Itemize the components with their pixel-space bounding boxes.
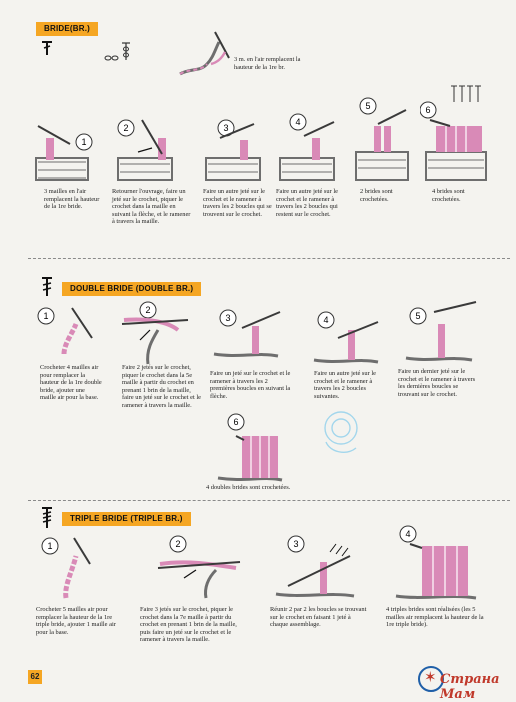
bride-step-5-illustration: [352, 96, 418, 184]
double-bride-step-5-caption: Faire un dernier jeté sur le crochet et le ramener à travers les dernières boucles se trouvant sur le crochet.: [398, 368, 476, 398]
double-bride-step-3-number: 3: [225, 313, 231, 323]
bride-step-1-number: 1: [81, 137, 87, 147]
triple-bride-step-4-illustration: [392, 522, 480, 602]
section-title-triple-bride: TRIPLE BRIDE (TRIPLE BR.): [62, 512, 191, 526]
bride-step-6-number: 6: [425, 105, 431, 115]
double-bride-step-2-illustration: [118, 300, 194, 368]
bride-step-4-illustration: [274, 112, 342, 184]
double-bride-step-1-illustration: [36, 304, 104, 360]
triple-bride-step-4-caption: 4 triples brides sont réalisées (les 5 mailles air remplacent la hauteur de la 1re triple bride).: [386, 606, 484, 629]
watermark-text: Страна Мам: [440, 672, 500, 702]
double-bride-step-6-number: 6: [233, 417, 239, 427]
section-title-bride: BRIDE(BR.): [36, 22, 98, 36]
triple-bride-step-3-caption: Réunir 2 par 2 les boucles se trouvant sur le crochet en faisant 1 jeté à chaque assemblage.: [270, 606, 367, 629]
triple-bride-step-1-caption: Crocheter 5 mailles air pour remplacer la hauteur de la 1re triple bride, ajouter 1 maille air pour la base.: [36, 606, 116, 636]
triple-bride-step-3-number: 3: [293, 539, 299, 549]
bride-step-4-number: 4: [295, 117, 301, 127]
bride-intro-caption: 3 m. en l'air remplacent la hauteur de la 1re br.: [234, 56, 301, 71]
star-icon: ✶: [424, 670, 437, 686]
section-divider: [28, 258, 510, 259]
bride-step-3-number: 3: [223, 123, 229, 133]
triple-bride-symbol-icon: [40, 506, 54, 530]
double-bride-step-3-caption: Faire un jeté sur le crochet et le ramener à travers les 2 premières boucles en suivant la flèche.: [210, 370, 291, 400]
bride-step-5-number: 5: [365, 101, 371, 111]
triple-bride-step-2-illustration: [156, 534, 246, 602]
chain-symbol-icon: [102, 40, 136, 64]
section-title-double-bride: DOUBLE BRIDE (DOUBLE BR.): [62, 282, 201, 296]
bride-step-6-illustration: [420, 80, 492, 184]
bride-step-2-caption: Retourner l'ouvrage, faire un jeté sur le crochet, piquer le crochet dans la maille en suivant la flèche, et le ramener à travers la maille.: [112, 188, 191, 226]
bride-step-3-caption: Faire un autre jeté sur le crochet et le ramener à travers les 2 boucles qui se trouvent sur le crochet.: [203, 188, 272, 218]
bride-intro-illustration: [175, 28, 245, 80]
double-bride-step-4-number: 4: [323, 315, 329, 325]
triple-bride-step-4-number: 4: [405, 529, 411, 539]
double-bride-step-1-number: 1: [43, 311, 49, 321]
bride-symbol-icon: [40, 40, 54, 56]
double-bride-step-2-number: 2: [145, 305, 151, 315]
page-number: 62: [28, 670, 42, 684]
double-bride-step-5-illustration: [400, 300, 480, 366]
double-bride-step-4-caption: Faire un autre jeté sur le crochet et le ramener à travers les 2 boucles suivantes.: [314, 370, 376, 400]
double-bride-step-1-caption: Crocheter 4 mailles air pour remplacer la hauteur de la 1re double bride, ajouter une maille air pour la base.: [40, 364, 102, 402]
bride-step-1-illustration: [32, 118, 100, 184]
double-bride-step-4-illustration: [308, 308, 386, 368]
bride-step-2-illustration: [112, 118, 180, 184]
bride-step-3-illustration: [200, 118, 268, 184]
triple-bride-step-3-illustration: [270, 534, 360, 602]
triple-bride-step-2-caption: Faire 3 jetés sur le crochet, piquer le crochet dans la 7e maille à partir du crochet en prenant 1 brin de la maille, puis faire un jeté sur le crochet et le ramener à travers la maille.: [140, 606, 237, 644]
double-bride-step-3-illustration: [208, 304, 286, 366]
bride-step-2-number: 2: [123, 123, 129, 133]
triple-bride-step-1-illustration: [38, 532, 106, 602]
flower-stamp-icon: [316, 402, 366, 458]
section-divider: [28, 500, 510, 501]
bride-step-4-caption: Faire un autre jeté sur le crochet et le ramener à travers les 2 boucles qui restent sur le crochet.: [276, 188, 338, 218]
double-bride-step-6-caption: 4 doubles brides sont crochetées.: [206, 484, 291, 491]
triple-bride-step-1-number: 1: [47, 541, 53, 551]
bride-step-1-caption: 3 mailles en l'air remplacent la hauteur de la 1re bride.: [44, 188, 100, 211]
double-bride-symbol-icon: [40, 276, 54, 298]
double-bride-step-2-caption: Faire 2 jetés sur le crochet, piquer le crochet dans la 5e maille à partir du crochet en prenant 1 brin de la maille, faire un jeté sur le crochet et le ramener à travers la maille.: [122, 364, 201, 409]
bride-step-6-caption: 4 brides sont crochetées.: [432, 188, 465, 203]
double-bride-step-6-illustration: [214, 412, 286, 484]
triple-bride-step-2-number: 2: [175, 539, 181, 549]
bride-step-5-caption: 2 brides sont crochetées.: [360, 188, 393, 203]
double-bride-step-5-number: 5: [415, 311, 421, 321]
